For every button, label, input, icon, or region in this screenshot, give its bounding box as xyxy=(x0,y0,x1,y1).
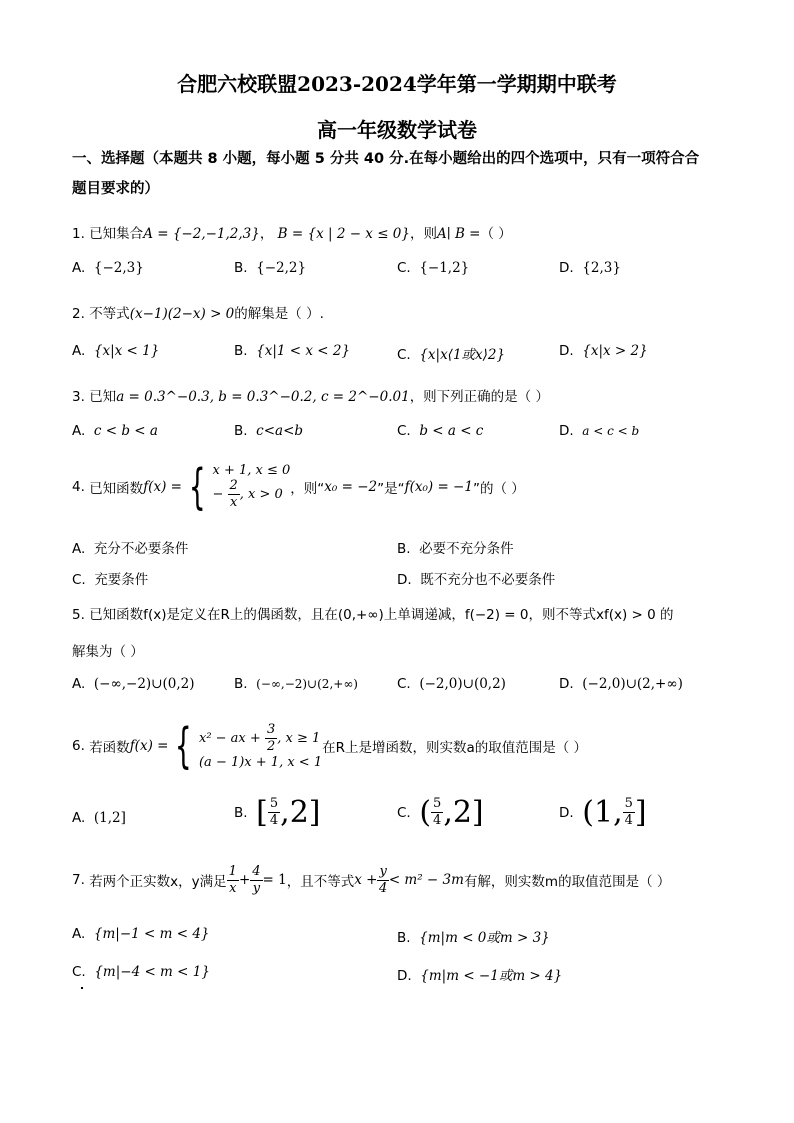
q1-stem-pre: 已知集合 xyxy=(89,226,144,242)
q7-stem-pre: 若两个正实数x，y满足 xyxy=(89,874,227,890)
question-2 xyxy=(72,302,732,322)
exam-subtitle: 高一年级数学试卷 xyxy=(317,118,477,142)
q7-eq: = 1 xyxy=(262,872,287,888)
q2-option-c[interactable]: C. {x|x⟨1或x⟩2} xyxy=(397,347,506,363)
section-heading-line1: 一、选择题（本题共 8 小题，每小题 5 分共 40 分.在每小题给出的四个选项中，只有一项符合合 xyxy=(72,151,700,167)
q4-option-a[interactable]: A. 充分不必要条件 xyxy=(72,541,189,557)
q2-option-d[interactable]: D. {x|x > 2} xyxy=(559,343,648,359)
q4-option-c[interactable]: C. 充要条件 xyxy=(72,572,149,588)
q1-expr: A∣ B = xyxy=(437,226,481,242)
q3-option-a[interactable]: A. c < b < a xyxy=(72,423,158,439)
q6-option-c[interactable]: C. ( $\frac{5}{4}$ ,2] xyxy=(397,794,484,830)
q1-option-d[interactable]: D. {2,3} xyxy=(559,260,621,276)
q4-piecewise: { x + 1, x ≤ 0 − $\frac{2}{x}$ , x > 0 xyxy=(188,459,291,515)
q7-option-c[interactable]: C. {m|−4 < m < 1} xyxy=(72,964,210,980)
q1-option-c[interactable]: C. {−1,2} xyxy=(397,260,470,276)
q7-frac2: $\frac{4}{y}$ xyxy=(252,863,261,896)
stray-mark xyxy=(81,987,83,989)
q4-option-b[interactable]: B. 必要不充分条件 xyxy=(397,541,514,557)
q2-stem-pre: 不等式 xyxy=(89,306,130,322)
q5-option-c[interactable]: C. (−2,0)∪(0,2) xyxy=(397,676,506,692)
q4-option-d[interactable]: D. 既不充分也不必要条件 xyxy=(397,572,556,588)
q1-option-b[interactable]: B. {−2,2} xyxy=(234,260,307,276)
q3-stem-pre: 已知 xyxy=(89,389,117,405)
section-heading xyxy=(72,144,732,204)
q5-stem-line2: 解集为（ ） xyxy=(72,644,144,660)
q4-piece2: − $\frac{2}{x}$ , x > 0 xyxy=(212,478,283,510)
q7-ineq-post: < m² − 3m xyxy=(388,872,464,888)
q4-number: 4. xyxy=(72,479,85,495)
question-6 xyxy=(72,714,732,778)
q6-piece1: x² − ax + $\frac{3}{2}$ , x ≥ 1 xyxy=(198,722,321,754)
q3-option-c[interactable]: C. b < a < c xyxy=(397,423,484,439)
q4-cond1: x₀ = −2 xyxy=(324,479,378,495)
q6-piecewise: { x² − ax + $\frac{3}{2}$ , x ≥ 1 (a − 1)x + 1, x < 1 xyxy=(175,718,323,774)
q4-piece1: x + 1, x ≤ 0 xyxy=(212,463,291,478)
question-3 xyxy=(72,385,732,405)
q2-number: 2. xyxy=(72,306,85,322)
q2-option-a[interactable]: A. {x|x < 1} xyxy=(72,343,160,359)
q3-option-d[interactable]: D. a < c < b xyxy=(559,423,640,439)
q6-piece2: (a − 1)x + 1, x < 1 xyxy=(198,755,323,770)
question-1: 1. 已知集合A = {−2,−1,2,3}， B = {x | 2 − x ≤ 0}，则A∣ B =（ ） xyxy=(72,226,512,242)
q2-stem-end: 的解集是（ ）. xyxy=(234,306,324,322)
q1-set-a: A = {−2,−1,2,3} xyxy=(143,226,260,242)
q4-stem-mid2: ”是“ xyxy=(377,481,405,497)
q2-option-b[interactable]: B. {x|1 < x < 2} xyxy=(234,343,351,359)
q6-func: f(x) = xyxy=(129,738,169,754)
q6-stem-end: 在R上是增函数，则实数a的取值范围是（ ） xyxy=(322,740,588,756)
q1-option-a[interactable]: A. {−2,3} xyxy=(72,260,144,276)
q7-stem-end: 有解，则实数m的取值范围是（ ） xyxy=(463,874,671,890)
q5-option-a[interactable]: A. (−∞,−2)∪(0,2) xyxy=(72,676,195,692)
question-7 xyxy=(72,858,732,902)
q4-stem-end: ”的（ ） xyxy=(472,481,525,497)
q4-stem-pre: 已知函数 xyxy=(89,481,144,497)
q1-set-b: B = {x | 2 − x ≤ 0} xyxy=(277,226,410,242)
q7-option-a[interactable]: A. {m|−1 < m < 4} xyxy=(72,926,210,942)
q3-option-b[interactable]: B. c<a<b xyxy=(234,423,304,439)
q7-plus: + xyxy=(238,872,251,888)
q6-option-a[interactable]: A. (1,2] xyxy=(72,810,126,826)
section-heading-line2: 题目要求的） xyxy=(72,181,159,197)
exam-title: 合肥六校联盟2023-2024学年第一学期期中联考 xyxy=(177,72,617,96)
q7-option-b[interactable]: B. {m|m < 0或m > 3} xyxy=(397,930,550,946)
q7-option-d[interactable]: D. {m|m < −1或m > 4} xyxy=(397,968,563,984)
q6-option-d[interactable]: D. (1, $\frac{5}{4}$ ] xyxy=(559,794,647,830)
q6-stem-pre: 若函数 xyxy=(89,740,130,756)
q7-frac3: $\frac{y}{4}$ xyxy=(379,863,388,896)
q7-frac1: $\frac{1}{x}$ xyxy=(228,863,237,896)
q3-stem-end: ，则下列正确的是（ ） xyxy=(409,389,549,405)
q1-stem-end: （ ） xyxy=(480,226,512,242)
q7-number: 7. xyxy=(72,872,85,888)
question-5 xyxy=(72,603,732,623)
q5-option-d[interactable]: D. (−2,0)∪(2,+∞) xyxy=(559,676,683,692)
q5-stem-line1: 已知函数f(x)是定义在R上的偶函数，且在(0,+∞)上单调递减，f(−2) = 0，则不等式xf(x) > 0 的 xyxy=(89,607,674,623)
q4-stem-mid: ，则“ xyxy=(290,481,325,497)
q3-number: 3. xyxy=(72,389,85,405)
q5-option-b[interactable]: B. (−∞,−2)∪(2,+∞) xyxy=(234,676,358,692)
q6-option-b[interactable]: B. [ $\frac{5}{4}$ ,2] xyxy=(234,794,321,830)
q4-func: f(x) = xyxy=(143,479,182,495)
q7-ineq-pre: x + xyxy=(354,872,378,888)
q2-expr: (x−1)(2−x) > 0 xyxy=(129,306,235,322)
q4-cond2: f(x₀) = −1 xyxy=(404,479,473,495)
q1-number: 1. xyxy=(72,226,85,242)
q6-number: 6. xyxy=(72,738,85,754)
q7-stem-mid: ，且不等式 xyxy=(286,874,355,890)
question-4 xyxy=(72,455,732,519)
q1-stem-mid: ，则 xyxy=(410,226,437,242)
q3-expr: a = 0.3^−0.3, b = 0.3^−0.2, c = 2^−0.01 xyxy=(116,389,410,405)
q5-number: 5. xyxy=(72,607,85,623)
